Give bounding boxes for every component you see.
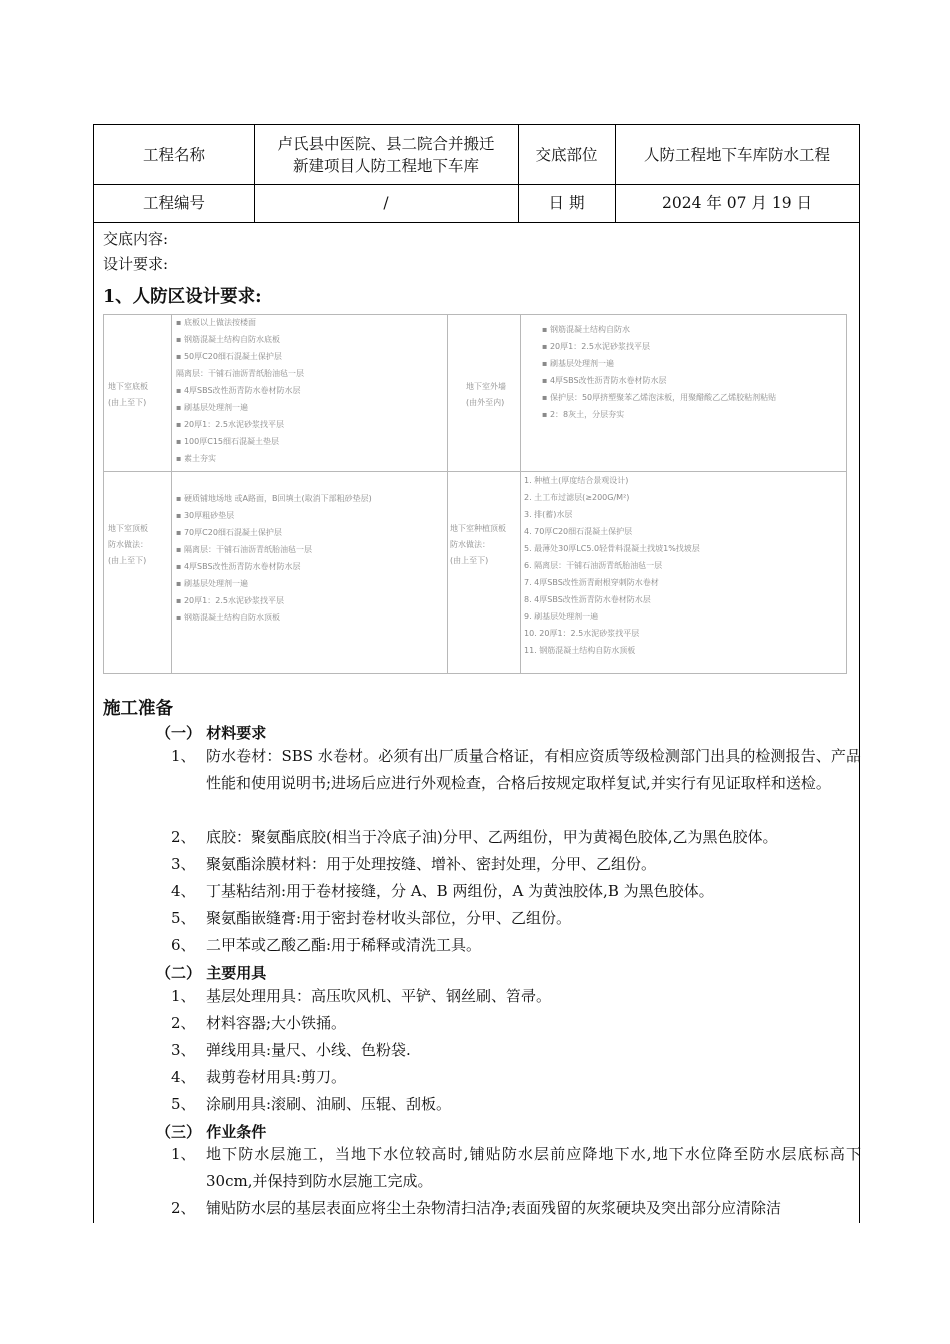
- date-label: 日 期: [548, 194, 585, 212]
- prep-title: 施工准备: [103, 699, 173, 719]
- location-label: 交底部位: [535, 145, 598, 164]
- project-no-label: 工程编号: [142, 194, 205, 212]
- design-drawing: [103, 314, 847, 674]
- roof-slab-title: 地下室顶板 防水做法： (由上至下): [108, 524, 148, 565]
- project-no-value: /: [383, 194, 389, 212]
- location-value: 人防工程地下车库防水工程: [643, 145, 830, 164]
- date-value: 2024 年 07 月 19 日: [661, 194, 813, 212]
- tools-heading: （二） 主要用具: [156, 964, 267, 982]
- project-name-label: 工程名称: [142, 145, 205, 164]
- planted-roof-layers: 1. 种植土(厚度结合景观设计) 2. 土工布过滤层(≥200G/M²) 3. 排(蓄)水层 4. 70厚C20细石混凝土保护层 5. 最薄处30厚LC5.0轻骨料混凝土找坡1%找坡层 6. 隔离层：干铺石油沥青纸胎油毡一层 7. 4厚SBS改性沥青耐根穿刺防水卷材 8. 4厚SBS改性沥青防水卷材防水层 9. 刷基层处理剂一遍 10. 20厚1：2.5水泥砂浆找平层 11. 钢筋混凝土结构自防水顶板: [524, 476, 700, 655]
- content-label: 交底内容:: [103, 230, 169, 248]
- project-name-line-1: 卢氏县中医院、县二院合并搬迁: [277, 134, 495, 153]
- floor-slab-layers: ▪ 底板以上做法按楼面 ▪ 钢筋混凝土结构自防水底板 ▪ 50厚C20细石混凝土保护层 隔离层：干铺石油沥青纸胎油毡一层 ▪ 4厚SBS改性沥青防水卷材防水层 ▪ 刷基层处理剂一遍 ▪ 20厚1：2.5水泥砂浆找平层 ▪ 100厚C15细石混凝土垫层 ▪ 素土夯实: [176, 318, 304, 463]
- section-1-title: 1、人防区设计要求:: [103, 287, 262, 307]
- outer-wall-title: 地下室外墙 (由外至内): [466, 382, 506, 407]
- roof-slab-layers: ▪ 硬质铺地场地 或A路面，B回填土(取消下部粗砂垫层) ▪ 30厚粗砂垫层 ▪ 70厚C20细石混凝土保护层 ▪ 隔离层：干铺石油沥青纸胎油毡一层 ▪ 4厚SBS改性沥青防水卷材防水层 ▪ 刷基层处理剂一遍 ▪ 20厚1：2.5水泥砂浆找平层 ▪ 钢筋混凝土结构自防水顶板: [176, 494, 372, 622]
- materials-heading: （一） 材料要求: [156, 724, 267, 742]
- header-row-2: [94, 184, 859, 223]
- conditions-heading: （三） 作业条件: [156, 1123, 267, 1141]
- header-row-1: [94, 125, 859, 185]
- planted-roof-title: 地下室种植顶板 防水做法： (由上至下): [450, 524, 506, 565]
- design-label: 设计要求:: [103, 255, 169, 273]
- floor-slab-title: 地下室底板 (由上至下): [108, 382, 148, 407]
- disclosure-form: 工程名称 卢氏县中医院、县二院合并搬迁 新建项目人防工程地下车库 交底部位 人防工程地下车库防水工程 工程编号 / 日 期 2024 年 07 月 19 日 交底内容: 设计要求: 1、人防区设计要求: 地下室底板 (由上至下) ▪ 底板以上做法按楼面 ▪ 钢筋混凝土结构自防水底板 ▪ 50厚C20细石混凝土保护层 隔离层：干铺石油沥青纸胎油毡一层 ▪ 4厚SBS改性沥青防水卷材防水层 ▪ 刷基层处理剂一遍 ▪ 20厚1：2.5水泥砂浆找平层 ▪ 100厚C15细石混凝土垫层 ▪ 素土夯实 地下室外墙 (由外至内) ▪ 钢筋混凝土结构自防水 ▪ 20厚1：2.5水泥砂浆找平层 ▪ 刷基层处理剂一遍 ▪ 4厚SBS改性沥青防水卷材防水层 ▪ 保护层：50厚挤塑聚苯乙烯泡沫板，用聚醋酸乙乙烯胶粘剂粘贴 ▪ 2：8灰土，分层夯实 地下室顶板 防水做法： (由上至下) ▪ 硬质铺地场地 或A路面，B回填土(取消下部粗砂垫层) ▪ 30厚粗砂垫层 ▪ 70厚C20细石混凝土保护层 ▪ 隔离层：干铺石油沥青纸胎油毡一层 ▪ 4厚SBS改性沥青防水卷材防水层 ▪ 刷基层处理剂一遍 ▪ 20厚1：2.5水泥砂浆找平层 ▪ 钢筋混凝土结构自防水顶板 地下室种植顶板 防水做法： (由上至下) 1. 种植土(厚度结合景观设计) 2. 土工布过滤层(≥200G/M²) 3. 排(蓄)水层 4. 70厚C20细石混凝土保护层 5. 最薄处30厚LC5.0轻骨料混凝土找坡1%找坡层 6. 隔离层：干铺石油沥青纸胎油毡一层 7. 4厚SBS改性沥青耐根穿刺防水卷材 8. 4厚SBS改性沥青防水卷材防水层 9. 刷基层处理剂一遍 10. 20厚1：2.5水泥砂浆找平层 11. 钢筋混凝土结构自防水顶板 施工准备 （一） 材料要求 1、 防水卷材：SBS 水卷材。必须有出厂质量合格证，有相应资质等级检测部门出具的检测报告、产品性能和使用说明书;进场后应进行外观检查，合格后按规定取样复试,并实行有见证取样和送检。 2、 底胶：聚氨酯底胶(相当于冷底子油)分甲、乙两组份，甲为黄褐色胶体,乙为黑色胶体。 3、 聚氨酯涂膜材料：用于处理按缝、增补、密封处理，分甲、乙组份。 4、 丁基粘结剂:用于卷材接缝，分 A、B 两组份，A 为黄浊胶体,B 为黑色胶体。 5、 聚氨酯嵌缝膏:用于密封卷材收头部位，分甲、乙组份。 6、 二甲苯或乙酸乙酯:用于稀释或清洗工具。 （二） 主要用具 1、 基层处理用具：高压吹风机、平铲、钢丝刷、笤帚。 2、 材料容器;大小铁捅。 3、 弹线用具:量尺、小线、色粉袋. 4、 裁剪卷材用具:剪刀。 5、 涂刷用具:滚刷、油刷、压辊、刮板。 （三） 作业条件 1、 地下防水层施工，当地下水位较高时,铺贴防水层前应降地下水,地下水位降至防水层底标高下 30cm,并保持到防水层施工完成。 2、 铺贴防水层的基层表面应将尘土杂物清扫洁净;表面残留的灰浆硬块及突出部分应清除洁: [93, 124, 860, 1223]
- project-name-line-2: 新建项目人防工程地下车库: [292, 156, 479, 175]
- project-name-value: [254, 125, 518, 184]
- outer-wall-layers: ▪ 钢筋混凝土结构自防水 ▪ 20厚1：2.5水泥砂浆找平层 ▪ 刷基层处理剂一遍 ▪ 4厚SBS改性沥青防水卷材防水层 ▪ 保护层：50厚挤塑聚苯乙烯泡沫板，用聚醋酸乙乙烯胶粘剂粘贴 ▪ 2：8灰土，分层夯实: [542, 325, 777, 419]
